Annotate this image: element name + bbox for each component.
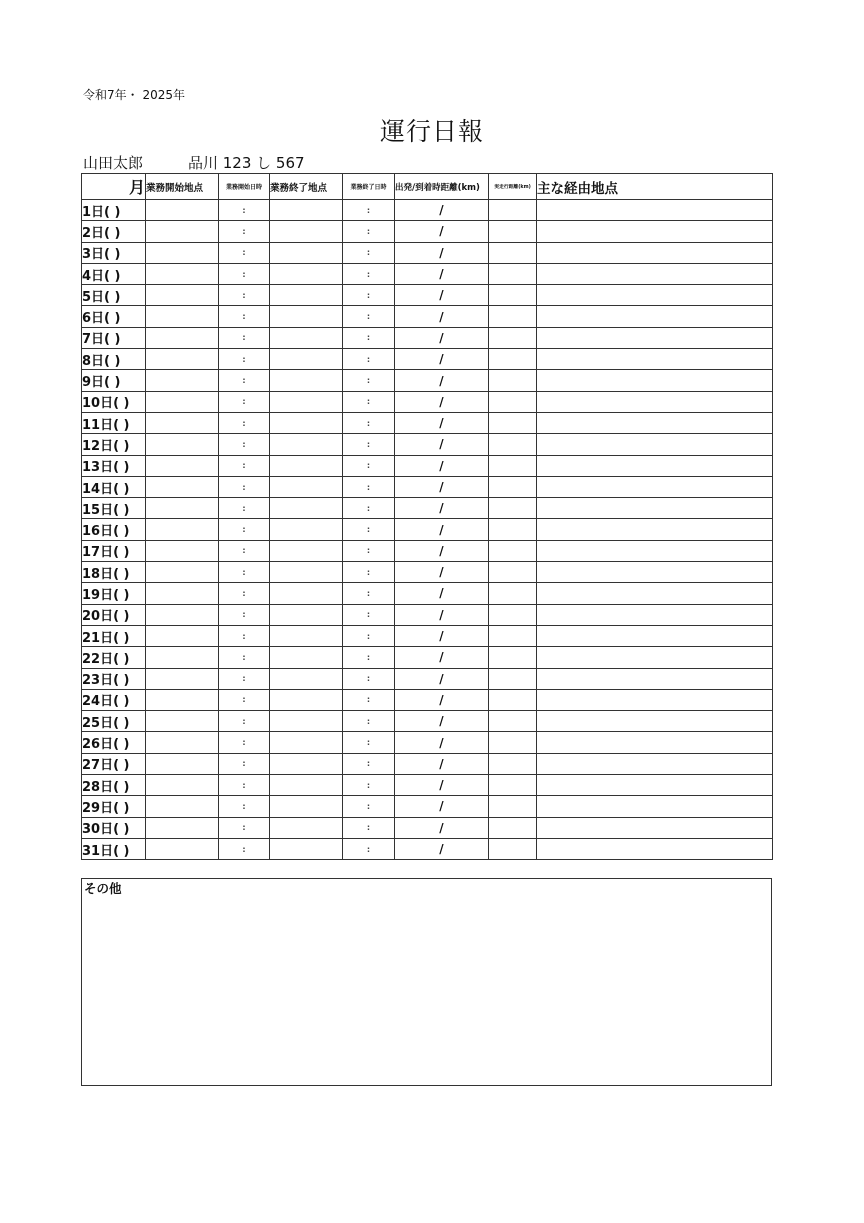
end-location-cell[interactable] — [270, 647, 343, 668]
start-time-cell[interactable]: : — [219, 349, 270, 370]
actual-distance-cell[interactable] — [489, 306, 537, 327]
end-time-cell[interactable]: : — [343, 263, 395, 284]
actual-distance-cell[interactable] — [489, 412, 537, 433]
end-location-cell[interactable] — [270, 349, 343, 370]
start-time-cell[interactable]: : — [219, 391, 270, 412]
end-location-cell[interactable] — [270, 540, 343, 561]
start-location-cell[interactable] — [146, 498, 219, 519]
table-row — [82, 732, 773, 753]
end-location-cell[interactable] — [270, 263, 343, 284]
actual-distance-cell[interactable] — [489, 370, 537, 391]
day-cell: 22日( ) — [82, 647, 146, 668]
waypoints-cell[interactable] — [537, 711, 773, 732]
page-title: 運行日報 — [379, 117, 484, 146]
start-time-cell[interactable]: : — [219, 625, 270, 646]
start-location-cell[interactable] — [146, 775, 219, 796]
header-end-time: 業務終了日時 — [343, 174, 395, 200]
end-location-cell[interactable] — [270, 732, 343, 753]
table-row — [82, 753, 773, 774]
waypoints-cell[interactable] — [537, 753, 773, 774]
start-location-cell[interactable] — [146, 604, 219, 625]
day-cell: 14日( ) — [82, 476, 146, 497]
start-location-cell[interactable] — [146, 732, 219, 753]
odometer-cell[interactable]: / — [395, 796, 489, 817]
end-time-cell[interactable]: : — [343, 732, 395, 753]
start-time-cell[interactable]: : — [219, 200, 270, 221]
odometer-cell[interactable]: / — [395, 306, 489, 327]
day-cell: 19日( ) — [82, 583, 146, 604]
header-month: 月 — [82, 174, 146, 200]
end-location-cell[interactable] — [270, 242, 343, 263]
odometer-cell[interactable]: / — [395, 775, 489, 796]
start-location-cell[interactable] — [146, 668, 219, 689]
actual-distance-cell[interactable] — [489, 583, 537, 604]
end-time-cell[interactable]: : — [343, 817, 395, 838]
header-actual-distance: 実走行距離(km) — [489, 174, 537, 200]
day-cell: 16日( ) — [82, 519, 146, 540]
header-waypoints: 主な経由地点 — [537, 174, 773, 200]
end-time-cell[interactable]: : — [343, 391, 395, 412]
table-row — [82, 476, 773, 497]
table-body — [82, 200, 773, 860]
waypoints-cell[interactable] — [537, 689, 773, 710]
header-end-location: 業務終了地点 — [270, 174, 343, 200]
start-location-cell[interactable] — [146, 476, 219, 497]
odometer-cell[interactable]: / — [395, 817, 489, 838]
day-cell: 6日( ) — [82, 306, 146, 327]
waypoints-cell[interactable] — [537, 540, 773, 561]
table-row — [82, 583, 773, 604]
actual-distance-cell[interactable] — [489, 540, 537, 561]
day-cell: 23日( ) — [82, 668, 146, 689]
day-cell: 12日( ) — [82, 434, 146, 455]
actual-distance-cell[interactable] — [489, 476, 537, 497]
start-time-cell[interactable]: : — [219, 306, 270, 327]
day-cell: 13日( ) — [82, 455, 146, 476]
table-row — [82, 412, 773, 433]
start-time-cell[interactable]: : — [219, 838, 270, 859]
table-row — [82, 796, 773, 817]
day-cell: 27日( ) — [82, 753, 146, 774]
day-cell: 21日( ) — [82, 625, 146, 646]
table-row — [82, 391, 773, 412]
start-time-cell[interactable]: : — [219, 412, 270, 433]
day-cell: 2日( ) — [82, 221, 146, 242]
era-year: 令和7年・ 2025年 — [83, 88, 185, 102]
end-time-cell[interactable]: : — [343, 476, 395, 497]
start-location-cell[interactable] — [146, 540, 219, 561]
end-time-cell[interactable]: : — [343, 349, 395, 370]
header-start-location: 業務開始地点 — [146, 174, 219, 200]
end-time-cell[interactable]: : — [343, 775, 395, 796]
end-time-cell[interactable]: : — [343, 285, 395, 306]
daily-log-table — [81, 173, 773, 860]
end-time-cell[interactable]: : — [343, 540, 395, 561]
end-location-cell[interactable] — [270, 370, 343, 391]
odometer-cell[interactable]: / — [395, 711, 489, 732]
start-location-cell[interactable] — [146, 689, 219, 710]
actual-distance-cell[interactable] — [489, 200, 537, 221]
day-cell: 5日( ) — [82, 285, 146, 306]
actual-distance-cell[interactable] — [489, 562, 537, 583]
day-cell: 24日( ) — [82, 689, 146, 710]
odometer-cell[interactable]: / — [395, 412, 489, 433]
start-location-cell[interactable] — [146, 583, 219, 604]
other-notes-box[interactable] — [81, 878, 772, 1086]
day-cell: 26日( ) — [82, 732, 146, 753]
table-row — [82, 817, 773, 838]
table-row — [82, 455, 773, 476]
end-location-cell[interactable] — [270, 285, 343, 306]
waypoints-cell[interactable] — [537, 306, 773, 327]
actual-distance-cell[interactable] — [489, 711, 537, 732]
start-location-cell[interactable] — [146, 263, 219, 284]
waypoints-cell[interactable] — [537, 668, 773, 689]
start-location-cell[interactable] — [146, 625, 219, 646]
end-location-cell[interactable] — [270, 327, 343, 348]
start-time-cell[interactable]: : — [219, 689, 270, 710]
end-time-cell[interactable]: : — [343, 668, 395, 689]
end-time-cell[interactable]: : — [343, 242, 395, 263]
actual-distance-cell[interactable] — [489, 753, 537, 774]
waypoints-cell[interactable] — [537, 838, 773, 859]
end-location-cell[interactable] — [270, 476, 343, 497]
waypoints-cell[interactable] — [537, 583, 773, 604]
waypoints-cell[interactable] — [537, 498, 773, 519]
end-time-cell[interactable]: : — [343, 200, 395, 221]
start-time-cell[interactable]: : — [219, 540, 270, 561]
end-location-cell[interactable] — [270, 796, 343, 817]
start-time-cell[interactable]: : — [219, 562, 270, 583]
end-location-cell[interactable] — [270, 306, 343, 327]
table-row — [82, 285, 773, 306]
actual-distance-cell[interactable] — [489, 604, 537, 625]
day-cell: 29日( ) — [82, 796, 146, 817]
day-cell: 8日( ) — [82, 349, 146, 370]
table-row — [82, 434, 773, 455]
start-location-cell[interactable] — [146, 412, 219, 433]
odometer-cell[interactable]: / — [395, 519, 489, 540]
waypoints-cell[interactable] — [537, 647, 773, 668]
start-time-cell[interactable]: : — [219, 242, 270, 263]
start-time-cell[interactable]: : — [219, 221, 270, 242]
start-time-cell[interactable]: : — [219, 476, 270, 497]
start-location-cell[interactable] — [146, 370, 219, 391]
waypoints-cell[interactable] — [537, 732, 773, 753]
start-time-cell[interactable]: : — [219, 668, 270, 689]
start-location-cell[interactable] — [146, 221, 219, 242]
day-cell: 9日( ) — [82, 370, 146, 391]
odometer-cell[interactable]: / — [395, 668, 489, 689]
start-location-cell[interactable] — [146, 349, 219, 370]
actual-distance-cell[interactable] — [489, 391, 537, 412]
actual-distance-cell[interactable] — [489, 327, 537, 348]
waypoints-cell[interactable] — [537, 604, 773, 625]
end-time-cell[interactable]: : — [343, 370, 395, 391]
end-time-cell[interactable]: : — [343, 796, 395, 817]
end-time-cell[interactable]: : — [343, 498, 395, 519]
actual-distance-cell[interactable] — [489, 285, 537, 306]
driver-name: 山田太郎 — [83, 154, 144, 172]
waypoints-cell[interactable] — [537, 775, 773, 796]
end-location-cell[interactable] — [270, 668, 343, 689]
start-location-cell[interactable] — [146, 711, 219, 732]
odometer-cell[interactable]: / — [395, 221, 489, 242]
end-time-cell[interactable]: : — [343, 711, 395, 732]
actual-distance-cell[interactable] — [489, 817, 537, 838]
day-cell: 11日( ) — [82, 412, 146, 433]
end-time-cell[interactable]: : — [343, 753, 395, 774]
start-location-cell[interactable] — [146, 200, 219, 221]
day-cell: 20日( ) — [82, 604, 146, 625]
actual-distance-cell[interactable] — [489, 519, 537, 540]
end-location-cell[interactable] — [270, 412, 343, 433]
waypoints-cell[interactable] — [537, 221, 773, 242]
end-location-cell[interactable] — [270, 498, 343, 519]
other-notes-label: その他 — [84, 881, 122, 896]
actual-distance-cell[interactable] — [489, 221, 537, 242]
end-location-cell[interactable] — [270, 775, 343, 796]
actual-distance-cell[interactable] — [489, 796, 537, 817]
end-time-cell[interactable]: : — [343, 689, 395, 710]
start-time-cell[interactable]: : — [219, 434, 270, 455]
waypoints-cell[interactable] — [537, 562, 773, 583]
day-cell: 1日( ) — [82, 200, 146, 221]
end-time-cell[interactable]: : — [343, 562, 395, 583]
start-time-cell[interactable]: : — [219, 604, 270, 625]
header-start-time: 業務開始日時 — [219, 174, 270, 200]
end-location-cell[interactable] — [270, 711, 343, 732]
day-cell: 3日( ) — [82, 242, 146, 263]
end-location-cell[interactable] — [270, 625, 343, 646]
odometer-cell[interactable]: / — [395, 732, 489, 753]
day-cell: 15日( ) — [82, 498, 146, 519]
odometer-cell[interactable]: / — [395, 285, 489, 306]
table-row — [82, 711, 773, 732]
waypoints-cell[interactable] — [537, 817, 773, 838]
end-time-cell[interactable]: : — [343, 604, 395, 625]
start-time-cell[interactable]: : — [219, 327, 270, 348]
odometer-cell[interactable]: / — [395, 242, 489, 263]
end-time-cell[interactable]: : — [343, 434, 395, 455]
day-cell: 18日( ) — [82, 562, 146, 583]
start-time-cell[interactable]: : — [219, 732, 270, 753]
actual-distance-cell[interactable] — [489, 242, 537, 263]
waypoints-cell[interactable] — [537, 285, 773, 306]
start-time-cell[interactable]: : — [219, 370, 270, 391]
start-location-cell[interactable] — [146, 796, 219, 817]
waypoints-cell[interactable] — [537, 370, 773, 391]
waypoints-cell[interactable] — [537, 263, 773, 284]
odometer-cell[interactable]: / — [395, 370, 489, 391]
actual-distance-cell[interactable] — [489, 434, 537, 455]
odometer-cell[interactable]: / — [395, 753, 489, 774]
day-cell: 17日( ) — [82, 540, 146, 561]
odometer-cell[interactable]: / — [395, 562, 489, 583]
table-row — [82, 838, 773, 859]
waypoints-cell[interactable] — [537, 412, 773, 433]
actual-distance-cell[interactable] — [489, 455, 537, 476]
actual-distance-cell[interactable] — [489, 349, 537, 370]
table-row — [82, 349, 773, 370]
actual-distance-cell[interactable] — [489, 689, 537, 710]
vehicle-plate: 品川 123 し 567 — [188, 154, 305, 172]
start-time-cell[interactable]: : — [219, 263, 270, 284]
start-location-cell[interactable] — [146, 519, 219, 540]
odometer-cell[interactable]: / — [395, 647, 489, 668]
odometer-cell[interactable]: / — [395, 540, 489, 561]
start-location-cell[interactable] — [146, 647, 219, 668]
table-row — [82, 370, 773, 391]
day-cell: 30日( ) — [82, 817, 146, 838]
end-location-cell[interactable] — [270, 455, 343, 476]
odometer-cell[interactable]: / — [395, 583, 489, 604]
start-time-cell[interactable]: : — [219, 455, 270, 476]
end-time-cell[interactable]: : — [343, 412, 395, 433]
day-cell: 31日( ) — [82, 838, 146, 859]
waypoints-cell[interactable] — [537, 327, 773, 348]
start-location-cell[interactable] — [146, 285, 219, 306]
end-location-cell[interactable] — [270, 753, 343, 774]
table-row — [82, 306, 773, 327]
end-location-cell[interactable] — [270, 604, 343, 625]
waypoints-cell[interactable] — [537, 455, 773, 476]
start-time-cell[interactable]: : — [219, 285, 270, 306]
start-location-cell[interactable] — [146, 242, 219, 263]
odometer-cell[interactable]: / — [395, 434, 489, 455]
end-time-cell[interactable]: : — [343, 221, 395, 242]
start-time-cell[interactable]: : — [219, 775, 270, 796]
table-row — [82, 519, 773, 540]
table-row — [82, 200, 773, 221]
odometer-cell[interactable]: / — [395, 455, 489, 476]
end-location-cell[interactable] — [270, 583, 343, 604]
odometer-cell[interactable]: / — [395, 200, 489, 221]
actual-distance-cell[interactable] — [489, 668, 537, 689]
header-odometer: 出発/到着時距離(km) — [395, 174, 489, 200]
waypoints-cell[interactable] — [537, 796, 773, 817]
end-location-cell[interactable] — [270, 221, 343, 242]
end-location-cell[interactable] — [270, 838, 343, 859]
table-row — [82, 668, 773, 689]
day-cell: 4日( ) — [82, 263, 146, 284]
odometer-cell[interactable]: / — [395, 476, 489, 497]
end-time-cell[interactable]: : — [343, 327, 395, 348]
start-time-cell[interactable]: : — [219, 647, 270, 668]
odometer-cell[interactable]: / — [395, 689, 489, 710]
start-location-cell[interactable] — [146, 817, 219, 838]
end-time-cell[interactable]: : — [343, 455, 395, 476]
actual-distance-cell[interactable] — [489, 625, 537, 646]
start-location-cell[interactable] — [146, 306, 219, 327]
start-location-cell[interactable] — [146, 562, 219, 583]
odometer-cell[interactable]: / — [395, 349, 489, 370]
table-row — [82, 498, 773, 519]
start-time-cell[interactable]: : — [219, 796, 270, 817]
actual-distance-cell[interactable] — [489, 775, 537, 796]
waypoints-cell[interactable] — [537, 625, 773, 646]
actual-distance-cell[interactable] — [489, 498, 537, 519]
waypoints-cell[interactable] — [537, 349, 773, 370]
end-location-cell[interactable] — [270, 817, 343, 838]
table-header-row — [82, 174, 773, 200]
end-time-cell[interactable]: : — [343, 519, 395, 540]
start-location-cell[interactable] — [146, 455, 219, 476]
odometer-cell[interactable]: / — [395, 391, 489, 412]
end-location-cell[interactable] — [270, 434, 343, 455]
table-row — [82, 775, 773, 796]
odometer-cell[interactable]: / — [395, 327, 489, 348]
end-time-cell[interactable]: : — [343, 306, 395, 327]
day-cell: 25日( ) — [82, 711, 146, 732]
waypoints-cell[interactable] — [537, 434, 773, 455]
actual-distance-cell[interactable] — [489, 647, 537, 668]
end-time-cell[interactable]: : — [343, 583, 395, 604]
odometer-cell[interactable]: / — [395, 838, 489, 859]
end-location-cell[interactable] — [270, 689, 343, 710]
table-row — [82, 604, 773, 625]
table-row — [82, 221, 773, 242]
actual-distance-cell[interactable] — [489, 732, 537, 753]
start-location-cell[interactable] — [146, 391, 219, 412]
end-time-cell[interactable]: : — [343, 838, 395, 859]
day-cell: 10日( ) — [82, 391, 146, 412]
table-row — [82, 263, 773, 284]
table-row — [82, 562, 773, 583]
odometer-cell[interactable]: / — [395, 498, 489, 519]
end-location-cell[interactable] — [270, 562, 343, 583]
table-row — [82, 540, 773, 561]
start-location-cell[interactable] — [146, 753, 219, 774]
waypoints-cell[interactable] — [537, 476, 773, 497]
start-location-cell[interactable] — [146, 327, 219, 348]
end-location-cell[interactable] — [270, 519, 343, 540]
end-time-cell[interactable]: : — [343, 647, 395, 668]
day-cell: 7日( ) — [82, 327, 146, 348]
table-row — [82, 242, 773, 263]
end-location-cell[interactable] — [270, 391, 343, 412]
day-cell: 28日( ) — [82, 775, 146, 796]
start-location-cell[interactable] — [146, 838, 219, 859]
odometer-cell[interactable]: / — [395, 604, 489, 625]
table-row — [82, 327, 773, 348]
waypoints-cell[interactable] — [537, 391, 773, 412]
table-row — [82, 689, 773, 710]
start-location-cell[interactable] — [146, 434, 219, 455]
end-time-cell[interactable]: : — [343, 625, 395, 646]
waypoints-cell[interactable] — [537, 242, 773, 263]
start-time-cell[interactable]: : — [219, 519, 270, 540]
table-row — [82, 625, 773, 646]
waypoints-cell[interactable] — [537, 200, 773, 221]
waypoints-cell[interactable] — [537, 519, 773, 540]
odometer-cell[interactable]: / — [395, 625, 489, 646]
actual-distance-cell[interactable] — [489, 838, 537, 859]
start-time-cell[interactable]: : — [219, 711, 270, 732]
start-time-cell[interactable]: : — [219, 498, 270, 519]
end-location-cell[interactable] — [270, 200, 343, 221]
start-time-cell[interactable]: : — [219, 817, 270, 838]
start-time-cell[interactable]: : — [219, 753, 270, 774]
odometer-cell[interactable]: / — [395, 263, 489, 284]
table-row — [82, 647, 773, 668]
actual-distance-cell[interactable] — [489, 263, 537, 284]
start-time-cell[interactable]: : — [219, 583, 270, 604]
